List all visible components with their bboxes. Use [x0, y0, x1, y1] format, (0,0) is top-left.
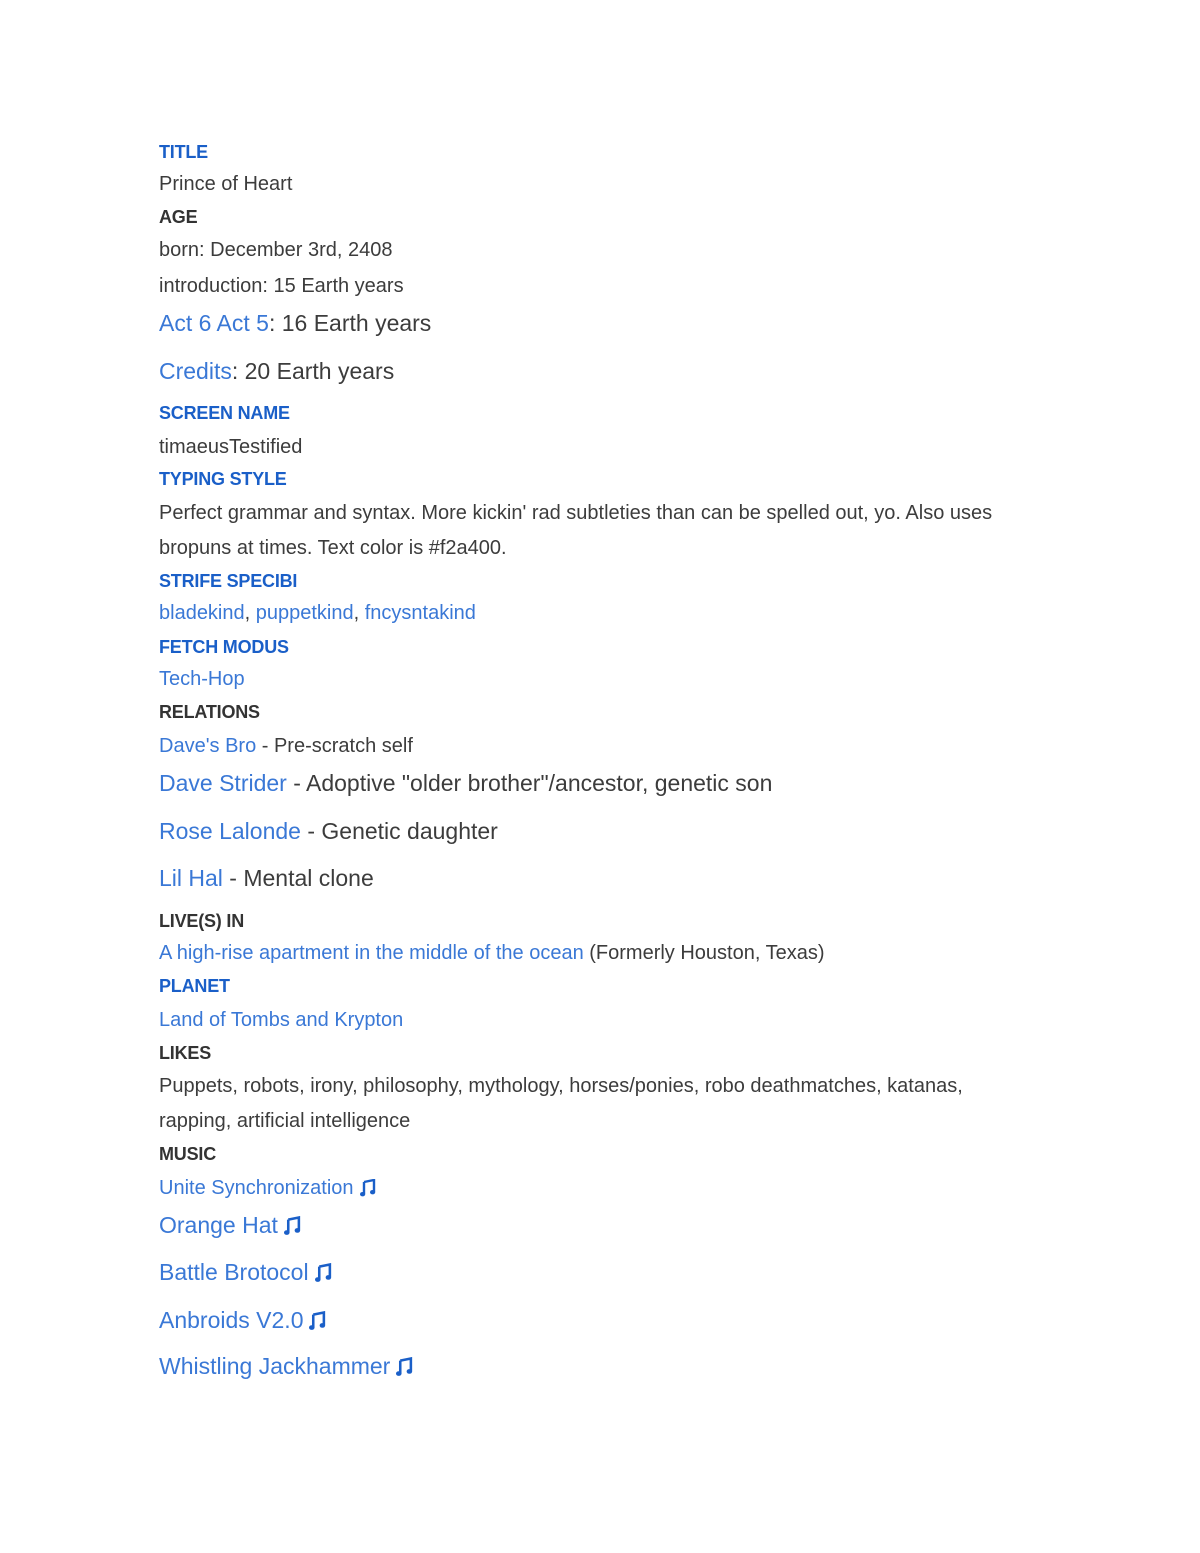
music-track: [159, 1258, 332, 1289]
music-track: [159, 1306, 326, 1337]
specibus-link-puppetkind[interactable]: puppetkind: [255, 602, 354, 624]
credits-link[interactable]: Credits: [159, 358, 232, 384]
lives-in-value: [159, 941, 825, 965]
credits-age: : 20 Earth years: [231, 358, 395, 384]
fetch-modus-heading: FETCH MODUS: [159, 637, 289, 657]
list-separator: ,: [353, 602, 365, 624]
track-link-unite-synchronization[interactable]: Unite Synchronization: [159, 1177, 354, 1199]
screen-name-value: timaeusTestified: [159, 436, 303, 458]
relation-item: [159, 864, 374, 892]
likes-line-2: rapping, artificial intelligence: [159, 1110, 411, 1132]
relation-link-dave-strider[interactable]: Dave Strider: [159, 770, 287, 796]
music-track: [159, 1211, 301, 1242]
relation-link-rose-lalonde[interactable]: Rose Lalonde: [159, 818, 301, 844]
relation-link-lil-hal[interactable]: Lil Hal: [159, 865, 223, 891]
relation-link-daves-bro[interactable]: Dave's Bro: [159, 735, 257, 757]
track-link-battle-brotocol[interactable]: Battle Brotocol: [159, 1259, 309, 1285]
title-value: Prince of Heart: [159, 173, 293, 195]
typing-style-line-1: Perfect grammar and syntax. More kickin' rad subtleties than can be spelled out, yo. Also uses: [159, 502, 993, 524]
relation-desc: - Mental clone: [222, 865, 374, 891]
typing-style-heading: TYPING STYLE: [159, 469, 287, 489]
relation-item: [159, 769, 772, 797]
planet-link[interactable]: Land of Tombs and Krypton: [159, 1009, 404, 1031]
age-heading: AGE: [159, 207, 198, 227]
music-note-icon[interactable]: [396, 1355, 413, 1383]
relations-heading: RELATIONS: [159, 702, 260, 722]
act-link[interactable]: Act 6 Act 5: [159, 310, 269, 336]
relation-desc: - Adoptive "older brother"/ancestor, genetic son: [286, 770, 773, 796]
lives-in-heading: LIVE(S) IN: [159, 911, 245, 931]
track-link-whistling-jackhammer[interactable]: Whistling Jackhammer: [159, 1353, 391, 1379]
music-note-icon[interactable]: [360, 1179, 376, 1203]
likes-line-1: Puppets, robots, irony, philosophy, mythology, horses/ponies, robo deathmatches, katanas,: [159, 1075, 963, 1097]
music-note-icon[interactable]: [309, 1309, 326, 1337]
specibus-link-bladekind[interactable]: bladekind: [159, 602, 245, 624]
age-act-line: [159, 309, 431, 337]
music-track: [159, 1176, 376, 1203]
fetch-modus-link[interactable]: Tech-Hop: [159, 668, 245, 690]
typing-style-line-2: bropuns at times. Text color is #f2a400.: [159, 537, 507, 559]
act-age: : 16 Earth years: [268, 310, 432, 336]
specibus-link-fncysntakind[interactable]: fncysntakind: [364, 602, 476, 624]
age-born: born: December 3rd, 2408: [159, 239, 393, 261]
track-link-anbroids-v2[interactable]: Anbroids V2.0: [159, 1307, 304, 1333]
relation-item: [159, 817, 498, 845]
age-credits-line: [159, 357, 394, 385]
relation-desc: - Genetic daughter: [300, 818, 498, 844]
age-introduction: introduction: 15 Earth years: [159, 275, 404, 297]
track-link-orange-hat[interactable]: Orange Hat: [159, 1212, 278, 1238]
title-heading: TITLE: [159, 142, 208, 162]
music-track: [159, 1352, 413, 1383]
relation-desc: - Pre-scratch self: [256, 735, 413, 757]
strife-specibi-list: [159, 601, 476, 625]
music-note-icon[interactable]: [315, 1261, 332, 1289]
music-note-icon[interactable]: [284, 1214, 301, 1242]
likes-heading: LIKES: [159, 1043, 212, 1063]
music-heading: MUSIC: [159, 1144, 216, 1164]
lives-in-note: (Formerly Houston, Texas): [583, 942, 825, 964]
list-separator: ,: [244, 602, 256, 624]
lives-in-link[interactable]: A high-rise apartment in the middle of the ocean: [159, 942, 584, 964]
relation-item: [159, 734, 413, 758]
planet-heading: PLANET: [159, 976, 230, 996]
screen-name-heading: SCREEN NAME: [159, 403, 290, 423]
strife-specibi-heading: STRIFE SPECIBI: [159, 571, 298, 591]
